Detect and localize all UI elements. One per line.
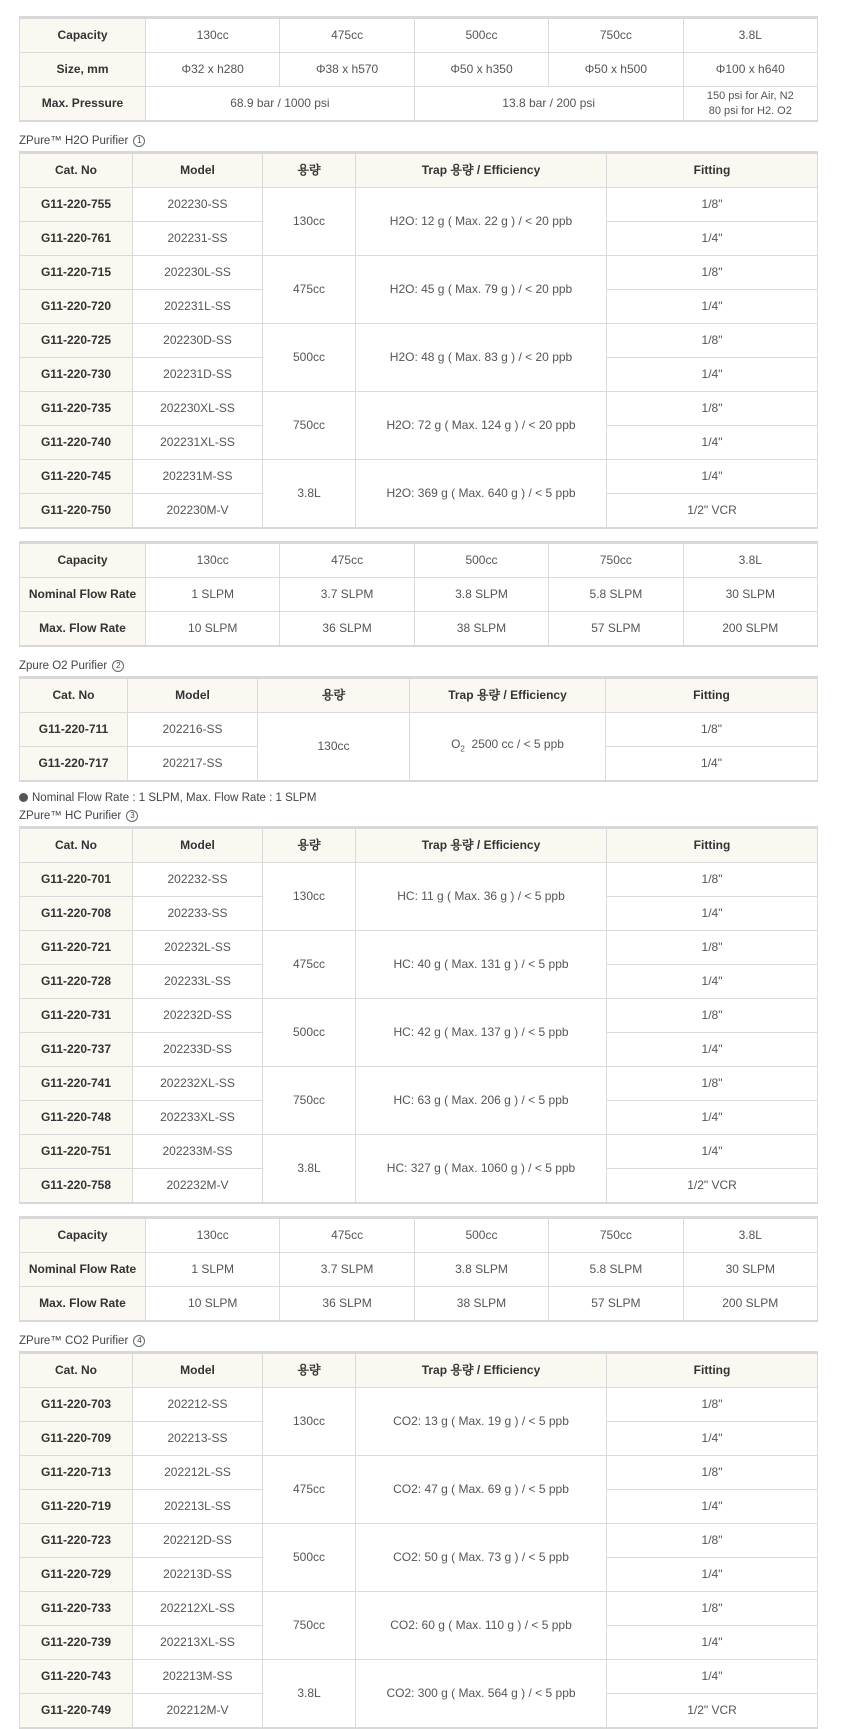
flow-cell: 5.8 SLPM: [549, 1253, 683, 1287]
table-row: [20, 1456, 818, 1490]
trap-efficiency: H2O: 369 g ( Max. 640 g ) / < 5 ppb: [356, 460, 607, 529]
model: 202233L-SS: [133, 965, 263, 999]
trap-efficiency: CO2: 50 g ( Max. 73 g ) / < 5 ppb: [356, 1524, 607, 1592]
flow-table: [19, 1216, 818, 1322]
model: 202231D-SS: [133, 358, 263, 392]
fitting: 1/4": [607, 290, 818, 324]
spec-document: [19, 16, 818, 1729]
table-row: [20, 256, 818, 290]
fitting: 1/4": [607, 1135, 818, 1169]
cat-no: G11-220-720: [20, 290, 133, 324]
trap-efficiency: HC: 63 g ( Max. 206 g ) / < 5 ppb: [356, 1067, 607, 1135]
model: 202232D-SS: [133, 999, 263, 1033]
capacity: 500cc: [263, 1524, 356, 1592]
col-header: Cat. No: [20, 678, 128, 713]
capacity: 500cc: [263, 999, 356, 1067]
col-header: Cat. No: [20, 828, 133, 863]
fitting: 1/4": [607, 460, 818, 494]
flow-cell: 36 SLPM: [280, 1287, 414, 1322]
flow-cell: 500cc: [414, 1218, 548, 1253]
flow-cell: 130cc: [146, 543, 280, 578]
table-row: [20, 324, 818, 358]
cat-no: G11-220-750: [20, 494, 133, 529]
col-header: Model: [133, 1353, 263, 1388]
section-caption: [19, 656, 818, 676]
cat-no: G11-220-731: [20, 999, 133, 1033]
spec-cell: 750cc: [549, 18, 683, 53]
flow-cell: 750cc: [549, 543, 683, 578]
trap-gas: O: [451, 736, 461, 751]
fitting: 1/8": [607, 863, 818, 897]
flow-row: [20, 612, 818, 647]
cat-no: G11-220-735: [20, 392, 133, 426]
row-label: Capacity: [20, 1218, 146, 1253]
fitting: 1/2" VCR: [607, 494, 818, 529]
flow-cell: 38 SLPM: [414, 612, 548, 647]
col-header: Trap 용량 / Efficiency: [356, 1353, 607, 1388]
flow-cell: 5.8 SLPM: [549, 578, 683, 612]
table-row: [20, 999, 818, 1033]
cat-no: G11-220-755: [20, 188, 133, 222]
flow-cell: 10 SLPM: [146, 612, 280, 647]
cat-no: G11-220-728: [20, 965, 133, 999]
cat-no: G11-220-708: [20, 897, 133, 931]
row-label: Capacity: [20, 543, 146, 578]
spec-cell: Φ50 x h500: [549, 53, 683, 87]
spec-cell: Φ100 x h640: [683, 53, 817, 87]
fitting: 1/4": [606, 747, 818, 782]
col-header: 용량: [263, 1353, 356, 1388]
header-row: [20, 678, 818, 713]
cat-no: G11-220-740: [20, 426, 133, 460]
flow-cell: 57 SLPM: [549, 612, 683, 647]
trap-efficiency: HC: 11 g ( Max. 36 g ) / < 5 ppb: [356, 863, 607, 931]
cat-no: G11-220-719: [20, 1490, 133, 1524]
fitting: 1/8": [607, 931, 818, 965]
model: 202212D-SS: [133, 1524, 263, 1558]
capacity: 750cc: [263, 1592, 356, 1660]
model: 202233-SS: [133, 897, 263, 931]
model: 202232XL-SS: [133, 1067, 263, 1101]
header-row: [20, 1353, 818, 1388]
col-header: Cat. No: [20, 1353, 133, 1388]
section-title: ZPure™ HC Purifier: [19, 810, 122, 822]
model: 202230L-SS: [133, 256, 263, 290]
col-header: Fitting: [607, 153, 818, 188]
trap-efficiency: CO2: 60 g ( Max. 110 g ) / < 5 ppb: [356, 1592, 607, 1660]
fitting: 1/8": [607, 392, 818, 426]
fitting: 1/8": [607, 999, 818, 1033]
table-row: [20, 713, 818, 747]
spec-cell: 475cc: [280, 18, 414, 53]
product-table: [19, 1351, 818, 1729]
cat-no: G11-220-723: [20, 1524, 133, 1558]
flow-cell: 3.8L: [683, 1218, 817, 1253]
trap-efficiency: [410, 713, 606, 782]
section-title: ZPure™ CO2 Purifier: [19, 1335, 129, 1347]
trap-efficiency: H2O: 12 g ( Max. 22 g ) / < 20 ppb: [356, 188, 607, 256]
flow-row: [20, 1218, 818, 1253]
table-row: [20, 1524, 818, 1558]
capacity: 130cc: [263, 188, 356, 256]
spec-table: [19, 16, 818, 122]
flow-table: [19, 541, 818, 647]
capacity: 3.8L: [263, 1135, 356, 1204]
cat-no: G11-220-730: [20, 358, 133, 392]
capacity-row: [20, 18, 818, 53]
col-header: Trap 용량 / Efficiency: [356, 828, 607, 863]
col-header: 용량: [263, 828, 356, 863]
col-header: Model: [133, 153, 263, 188]
section-caption: [19, 1331, 818, 1351]
spec-cell: Φ38 x h570: [280, 53, 414, 87]
col-header: Cat. No: [20, 153, 133, 188]
flow-cell: 10 SLPM: [146, 1287, 280, 1322]
capacity: 750cc: [263, 392, 356, 460]
fitting: 1/8": [606, 713, 818, 747]
flow-row: [20, 1287, 818, 1322]
section-caption: [19, 131, 818, 151]
fitting: 1/2" VCR: [607, 1169, 818, 1204]
row-label: Size, mm: [20, 53, 146, 87]
cat-no: G11-220-758: [20, 1169, 133, 1204]
capacity: 3.8L: [263, 460, 356, 529]
model: 202230-SS: [133, 188, 263, 222]
trap-efficiency: HC: 40 g ( Max. 131 g ) / < 5 ppb: [356, 931, 607, 999]
capacity: 130cc: [258, 713, 410, 782]
fitting: 1/4": [607, 965, 818, 999]
cat-no: G11-220-745: [20, 460, 133, 494]
model: 202233XL-SS: [133, 1101, 263, 1135]
fitting: 1/8": [607, 1067, 818, 1101]
fitting: 1/8": [607, 324, 818, 358]
cat-no: G11-220-761: [20, 222, 133, 256]
capacity: 130cc: [263, 863, 356, 931]
trap-efficiency: CO2: 47 g ( Max. 69 g ) / < 5 ppb: [356, 1456, 607, 1524]
flow-cell: 3.7 SLPM: [280, 1253, 414, 1287]
model: 202231M-SS: [133, 460, 263, 494]
cat-no: G11-220-733: [20, 1592, 133, 1626]
col-header: Fitting: [607, 828, 818, 863]
pressure-row: [20, 87, 818, 122]
circled-number-icon: 4: [133, 1335, 145, 1347]
trap-gas-sub: 2: [460, 744, 465, 754]
model: 202230M-V: [133, 494, 263, 529]
flow-cell: 200 SLPM: [683, 1287, 817, 1322]
cat-no: G11-220-709: [20, 1422, 133, 1456]
col-header: Trap 용량 / Efficiency: [356, 153, 607, 188]
section-title: Zpure O2 Purifier: [19, 660, 108, 672]
section-title: ZPure™ H2O Purifier: [19, 135, 129, 147]
table-row: [20, 1660, 818, 1694]
pressure-line: 80 psi for H2. O2: [708, 104, 792, 117]
flow-cell: 30 SLPM: [683, 578, 817, 612]
model: 202212XL-SS: [133, 1592, 263, 1626]
cat-no: G11-220-711: [20, 713, 128, 747]
fitting: 1/4": [607, 1033, 818, 1067]
table-row: [20, 392, 818, 426]
header-row: [20, 828, 818, 863]
flow-cell: 3.8L: [683, 543, 817, 578]
flow-cell: 3.7 SLPM: [280, 578, 414, 612]
pressure-cell: 68.9 bar / 1000 psi: [146, 87, 415, 122]
fitting: 1/8": [607, 1592, 818, 1626]
spec-cell: Φ32 x h280: [146, 53, 280, 87]
flow-cell: 200 SLPM: [683, 612, 817, 647]
circled-number-icon: 2: [112, 660, 124, 672]
fitting: 1/4": [607, 1626, 818, 1660]
model: 202213M-SS: [133, 1660, 263, 1694]
product-table: [19, 826, 818, 1204]
cat-no: G11-220-701: [20, 863, 133, 897]
table-row: [20, 1592, 818, 1626]
fitting: 1/4": [607, 1558, 818, 1592]
col-header: Model: [128, 678, 258, 713]
capacity: 475cc: [263, 256, 356, 324]
table-row: [20, 1135, 818, 1169]
model: 202230XL-SS: [133, 392, 263, 426]
model: 202213L-SS: [133, 1490, 263, 1524]
fitting: 1/2" VCR: [607, 1694, 818, 1729]
trap-value: 2500 cc / < 5 ppb: [471, 736, 564, 751]
col-header: 용량: [263, 153, 356, 188]
spec-cell: Φ50 x h350: [414, 53, 548, 87]
circled-number-icon: 3: [126, 810, 138, 822]
flow-cell: 3.8 SLPM: [414, 1253, 548, 1287]
fitting: 1/8": [607, 1388, 818, 1422]
header-row: [20, 153, 818, 188]
section-caption: [19, 806, 818, 826]
capacity: 475cc: [263, 1456, 356, 1524]
fitting: 1/4": [607, 897, 818, 931]
flow-cell: 500cc: [414, 543, 548, 578]
col-header: Fitting: [607, 1353, 818, 1388]
flow-row: [20, 543, 818, 578]
model: 202217-SS: [128, 747, 258, 782]
spec-cell: 3.8L: [683, 18, 817, 53]
trap-efficiency: H2O: 45 g ( Max. 79 g ) / < 20 ppb: [356, 256, 607, 324]
model: 202233D-SS: [133, 1033, 263, 1067]
trap-efficiency: H2O: 72 g ( Max. 124 g ) / < 20 ppb: [356, 392, 607, 460]
capacity: 3.8L: [263, 1660, 356, 1729]
flow-note: [19, 790, 818, 806]
table-row: [20, 1067, 818, 1101]
col-header: 용량: [258, 678, 410, 713]
row-label: Capacity: [20, 18, 146, 53]
flow-cell: 475cc: [280, 543, 414, 578]
model: 202232M-V: [133, 1169, 263, 1204]
model: 202213D-SS: [133, 1558, 263, 1592]
fitting: 1/4": [607, 358, 818, 392]
model: 202212L-SS: [133, 1456, 263, 1490]
product-table: [19, 676, 818, 782]
row-label: Max. Flow Rate: [20, 1287, 146, 1322]
flow-cell: 475cc: [280, 1218, 414, 1253]
cat-no: G11-220-737: [20, 1033, 133, 1067]
cat-no: G11-220-749: [20, 1694, 133, 1729]
table-row: [20, 460, 818, 494]
note-text: Nominal Flow Rate : 1 SLPM, Max. Flow Rate : 1 SLPM: [32, 792, 317, 804]
col-header: Fitting: [606, 678, 818, 713]
pressure-cell: [683, 87, 817, 122]
fitting: 1/8": [607, 188, 818, 222]
cat-no: G11-220-717: [20, 747, 128, 782]
cat-no: G11-220-725: [20, 324, 133, 358]
col-header: Model: [133, 828, 263, 863]
flow-cell: 30 SLPM: [683, 1253, 817, 1287]
model: 202212M-V: [133, 1694, 263, 1729]
model: 202213-SS: [133, 1422, 263, 1456]
model: 202232-SS: [133, 863, 263, 897]
table-row: [20, 863, 818, 897]
model: 202231-SS: [133, 222, 263, 256]
flow-row: [20, 1253, 818, 1287]
capacity: 500cc: [263, 324, 356, 392]
model: 202216-SS: [128, 713, 258, 747]
capacity: 130cc: [263, 1388, 356, 1456]
capacity: 750cc: [263, 1067, 356, 1135]
bullet-icon: [19, 793, 28, 802]
cat-no: G11-220-743: [20, 1660, 133, 1694]
flow-cell: 36 SLPM: [280, 612, 414, 647]
model: 202232L-SS: [133, 931, 263, 965]
fitting: 1/4": [607, 1101, 818, 1135]
cat-no: G11-220-741: [20, 1067, 133, 1101]
trap-efficiency: CO2: 300 g ( Max. 564 g ) / < 5 ppb: [356, 1660, 607, 1729]
fitting: 1/4": [607, 1660, 818, 1694]
flow-cell: 130cc: [146, 1218, 280, 1253]
spec-cell: 500cc: [414, 18, 548, 53]
flow-cell: 750cc: [549, 1218, 683, 1253]
table-row: [20, 931, 818, 965]
row-label: Nominal Flow Rate: [20, 578, 146, 612]
fitting: 1/4": [607, 1490, 818, 1524]
model: 202233M-SS: [133, 1135, 263, 1169]
fitting: 1/8": [607, 1524, 818, 1558]
model: 202213XL-SS: [133, 1626, 263, 1660]
table-row: [20, 1388, 818, 1422]
flow-cell: 57 SLPM: [549, 1287, 683, 1322]
row-label: Nominal Flow Rate: [20, 1253, 146, 1287]
cat-no: G11-220-748: [20, 1101, 133, 1135]
pressure-cell: 13.8 bar / 200 psi: [414, 87, 683, 122]
fitting: 1/8": [607, 1456, 818, 1490]
fitting: 1/4": [607, 1422, 818, 1456]
product-table: [19, 151, 818, 529]
spec-cell: 130cc: [146, 18, 280, 53]
pressure-line: 150 psi for Air, N2: [706, 89, 794, 102]
row-label: Max. Pressure: [20, 87, 146, 122]
trap-efficiency: HC: 327 g ( Max. 1060 g ) / < 5 ppb: [356, 1135, 607, 1204]
fitting: 1/4": [607, 426, 818, 460]
row-label: Max. Flow Rate: [20, 612, 146, 647]
capacity: 475cc: [263, 931, 356, 999]
cat-no: G11-220-715: [20, 256, 133, 290]
col-header: Trap 용량 / Efficiency: [410, 678, 606, 713]
cat-no: G11-220-739: [20, 1626, 133, 1660]
cat-no: G11-220-729: [20, 1558, 133, 1592]
flow-cell: 1 SLPM: [146, 1253, 280, 1287]
trap-efficiency: H2O: 48 g ( Max. 83 g ) / < 20 ppb: [356, 324, 607, 392]
flow-row: [20, 578, 818, 612]
flow-cell: 38 SLPM: [414, 1287, 548, 1322]
size-row: [20, 53, 818, 87]
model: 202231L-SS: [133, 290, 263, 324]
circled-number-icon: 1: [133, 135, 145, 147]
flow-cell: 3.8 SLPM: [414, 578, 548, 612]
cat-no: G11-220-751: [20, 1135, 133, 1169]
model: 202231XL-SS: [133, 426, 263, 460]
fitting: 1/8": [607, 256, 818, 290]
cat-no: G11-220-703: [20, 1388, 133, 1422]
flow-cell: 1 SLPM: [146, 578, 280, 612]
fitting: 1/4": [607, 222, 818, 256]
cat-no: G11-220-713: [20, 1456, 133, 1490]
table-row: [20, 188, 818, 222]
trap-efficiency: CO2: 13 g ( Max. 19 g ) / < 5 ppb: [356, 1388, 607, 1456]
cat-no: G11-220-721: [20, 931, 133, 965]
model: 202212-SS: [133, 1388, 263, 1422]
trap-efficiency: HC: 42 g ( Max. 137 g ) / < 5 ppb: [356, 999, 607, 1067]
model: 202230D-SS: [133, 324, 263, 358]
